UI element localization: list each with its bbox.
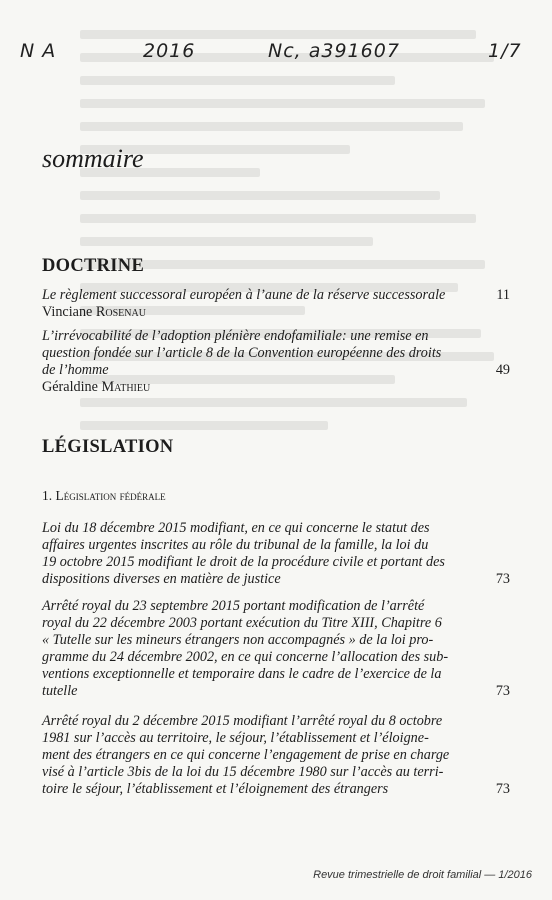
entry-title: Le règlement successoral européen à l’aune de la réserve successorale [42, 287, 446, 303]
toc-entry[interactable] [42, 328, 510, 396]
entry-title-line: 1981 sur l’accès au territoire, le séjour, l’établissement et l’éloigne- [42, 730, 429, 746]
entry-title-line: 19 octobre 2015 modifiant le droit de la procédure civile et portant des [42, 554, 445, 570]
entry-title-line: visé à l’article 3bis de la loi du 15 décembre 1980 sur l’accès au terri- [42, 764, 444, 780]
section-title-legislation: LÉGISLATION [42, 437, 174, 457]
entry-title-line: royal du 22 décembre 2003 portant exécution du Titre XIII, Chapitre 6 [42, 615, 442, 631]
entry-title-line: Loi du 18 décembre 2015 modifiant, en ce qui concerne le statut des [42, 520, 430, 536]
entry-page: 49 [495, 362, 510, 378]
entry-title-line: de l’homme [42, 362, 109, 378]
annotation-d: 1/7 [488, 40, 522, 62]
journal-footer: Revue trimestrielle de droit familial — 1/2016 [313, 869, 532, 881]
entry-page: 73 [495, 571, 510, 587]
toc-entry[interactable] [42, 520, 510, 588]
entry-title-line: gramme du 24 décembre 2002, en ce qui concerne l’allocation des sub- [42, 649, 449, 665]
entry-title-line: Arrêté royal du 2 décembre 2015 modifiant l’arrêté royal du 8 octobre [42, 713, 443, 729]
entry-title-line: Arrêté royal du 23 septembre 2015 portant modification de l’arrêté [42, 598, 425, 614]
entry-title-line: « Tutelle sur les mineurs étrangers non accompagnés » de la loi pro- [42, 632, 434, 648]
subsection-title: 1. Législation fédérale [42, 488, 166, 503]
section-title-doctrine: DOCTRINE [42, 256, 145, 276]
toc-entry[interactable] [42, 598, 510, 700]
toc-entry[interactable] [42, 287, 510, 321]
entry-title-line: ment des étrangers en ce qui concerne l’engagement de prise en charge [42, 747, 450, 763]
entry-page: 73 [495, 781, 510, 797]
entry-title-line: toire le séjour, l’établissement et l’éloignement des étrangers [42, 781, 389, 797]
entry-author: Géraldine Mathieu [42, 379, 151, 395]
page-title: sommaire [42, 144, 144, 173]
handwritten-annotation [0, 38, 552, 68]
entry-title-line: tutelle [42, 683, 78, 699]
toc-entry[interactable] [42, 713, 510, 798]
entry-title-line: dispositions diverses en matière de justice [42, 571, 281, 587]
entry-page: 11 [496, 287, 510, 303]
entry-title-line: affaires urgentes inscrites au rôle du tribunal de la famille, la loi du [42, 537, 429, 553]
entry-title-line: L’irrévocabilité de l’adoption plénière endofamiliale: une remise en [42, 328, 429, 344]
entry-page: 73 [495, 683, 510, 699]
entry-author: Vinciane Rosenau [42, 304, 146, 320]
entry-title-line: ventions exceptionnelle et temporaire dans le cadre de l’exercice de la [42, 666, 442, 682]
annotation-b: 2016 [143, 40, 196, 62]
annotation-c: Nc, a391607 [268, 40, 400, 62]
annotation-a: N A [20, 40, 57, 62]
entry-title-line: question fondée sur l’article 8 de la Convention européenne des droits [42, 345, 442, 361]
